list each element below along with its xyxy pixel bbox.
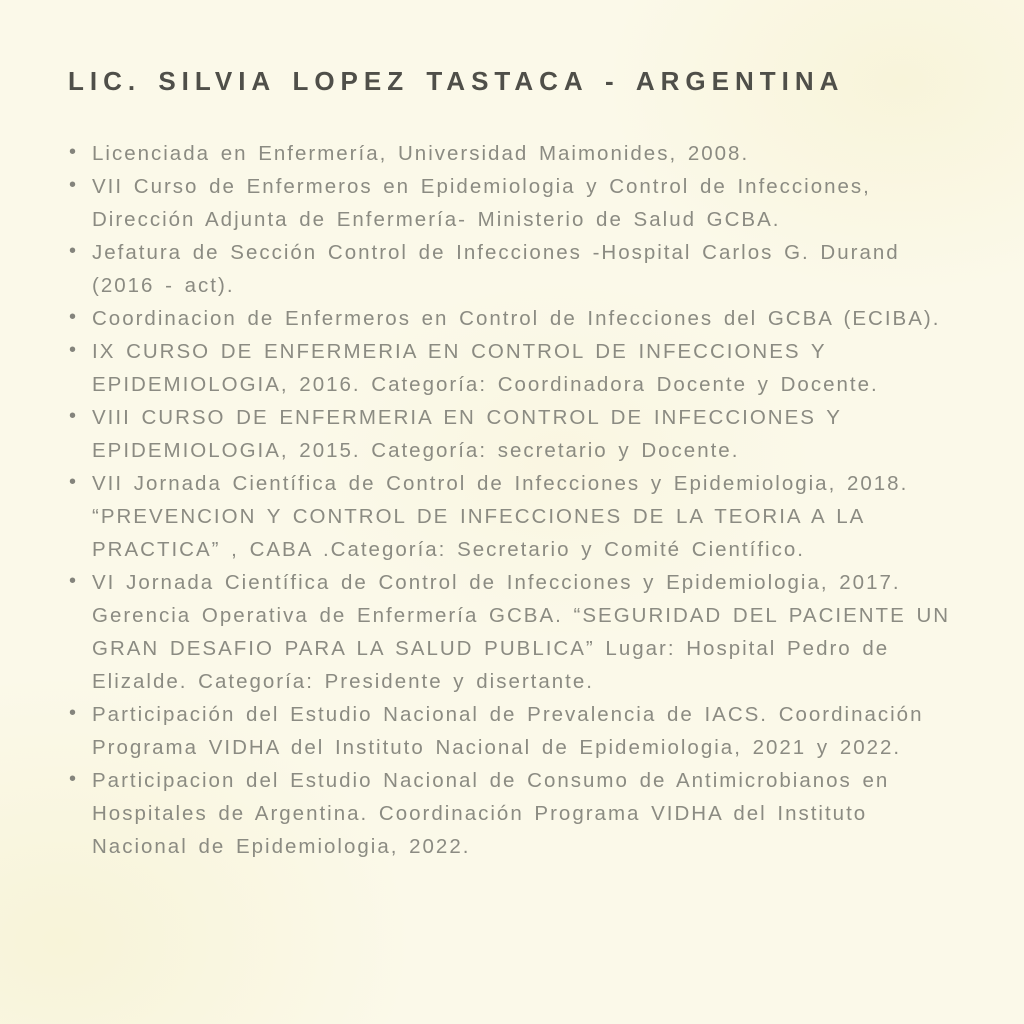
page-title: LIC. SILVIA LOPEZ TASTACA - ARGENTINA bbox=[68, 66, 845, 96]
list-item bbox=[68, 566, 954, 698]
list-item bbox=[68, 467, 954, 566]
bullet-icon: • bbox=[69, 141, 79, 163]
list-item bbox=[68, 764, 954, 863]
credential-text: VII Jornada Científica de Control de Infecciones y Epidemiologia, 2018. “PREVENCION Y CONTROL DE INFECCIONES DE LA TEORIA A LA PRACTICA” , CABA .Categoría: Secretario y Comité Científico. bbox=[92, 472, 909, 561]
bullet-icon: • bbox=[69, 240, 79, 262]
credential-text: Jefatura de Sección Control de Infecciones -Hospital Carlos G. Durand (2016 - act). bbox=[92, 241, 900, 297]
bullet-icon: • bbox=[69, 570, 79, 592]
bullet-icon: • bbox=[69, 768, 79, 790]
list-item bbox=[68, 236, 954, 302]
list-item bbox=[68, 401, 954, 467]
credentials-list bbox=[68, 137, 954, 863]
credential-text: Licenciada en Enfermería, Universidad Maimonides, 2008. bbox=[92, 142, 750, 165]
list-item bbox=[68, 170, 954, 236]
bullet-icon: • bbox=[69, 702, 79, 724]
list-item bbox=[68, 335, 954, 401]
credential-text: Coordinacion de Enfermeros en Control de Infecciones del GCBA (ECIBA). bbox=[92, 307, 941, 330]
credential-text: Participación del Estudio Nacional de Prevalencia de IACS. Coordinación Programa VIDHA del Instituto Nacional de Epidemiologia, 2021 y 2022. bbox=[92, 703, 924, 759]
bullet-icon: • bbox=[69, 405, 79, 427]
bullet-icon: • bbox=[69, 174, 79, 196]
list-item bbox=[68, 698, 954, 764]
bullet-icon: • bbox=[69, 306, 79, 328]
credential-text: VIII CURSO DE ENFERMERIA EN CONTROL DE INFECCIONES Y EPIDEMIOLOGIA, 2015. Categoría: secretario y Docente. bbox=[92, 406, 842, 462]
credential-text: VII Curso de Enfermeros en Epidemiologia y Control de Infecciones, Dirección Adjunta de Enfermería- Ministerio de Salud GCBA. bbox=[92, 175, 871, 231]
credential-text: Participacion del Estudio Nacional de Consumo de Antimicrobianos en Hospitales de Argentina. Coordinación Programa VIDHA del Instituto Nacional de Epidemiologia, 2022. bbox=[92, 769, 890, 858]
bullet-icon: • bbox=[69, 339, 79, 361]
credential-text: IX CURSO DE ENFERMERIA EN CONTROL DE INFECCIONES Y EPIDEMIOLOGIA, 2016. Categoría: Coordinadora Docente y Docente. bbox=[92, 340, 879, 396]
bullet-icon: • bbox=[69, 471, 79, 493]
list-item bbox=[68, 302, 954, 335]
credential-text: VI Jornada Científica de Control de Infecciones y Epidemiologia, 2017. Gerencia Operativa de Enfermería GCBA. “SEGURIDAD DEL PACIENTE UN GRAN DESAFIO PARA LA SALUD PUBLICA” Lugar: Hospital Pedro de Elizalde. Categoría: Presidente y disertante. bbox=[92, 571, 951, 693]
list-item bbox=[68, 137, 954, 170]
